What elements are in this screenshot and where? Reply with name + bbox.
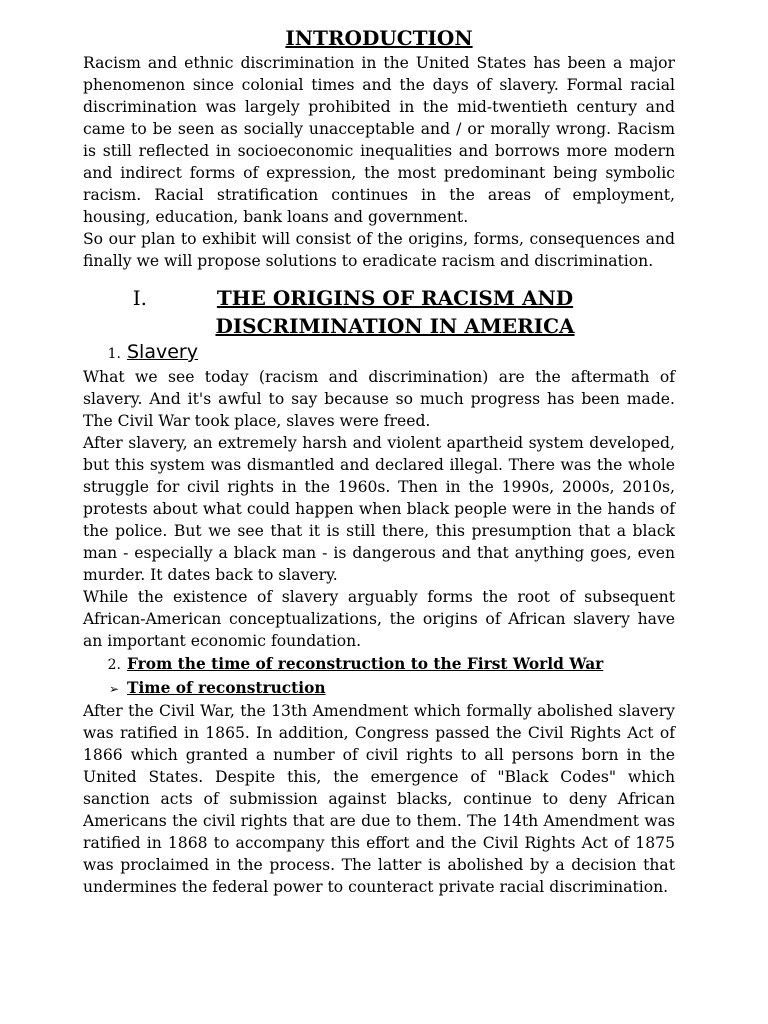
subsection-number: 1. <box>107 346 121 362</box>
subsection-title: Slavery <box>127 341 198 363</box>
arrow-bullet-icon: ➢ <box>108 682 119 696</box>
section-heading <box>83 284 675 340</box>
page-title: INTRODUCTION <box>285 26 473 50</box>
slavery-paragraph-1: What we see today (racism and discrimination) are the aftermath of slavery. And it's awful to say because so much progress has been made. The Civil War took place, slaves were freed. <box>83 368 675 430</box>
reconstruction-paragraph: After the Civil War, the 13th Amendment which formally abolished slavery was ratified in 1865. In addition, Congress passed the Civil Rights Act of 1866 which granted a number of civil rights to all persons born in the United States. Despite this, the emergence of "Black Codes" which sanction acts of submission against blacks, continue to deny African Americans the civil rights that are due to them. The 14th Amendment was ratified in 1868 to accompany this effort and the Civil Rights Act of 1875 was proclaimed in the process. The latter is abolished by a decision that undermines the federal power to counteract private racial discrimination. <box>83 702 675 896</box>
slavery-paragraph-3: While the existence of slavery arguably forms the root of subsequent African-American conceptualizations, the origins of African slavery have an important economic foundation. <box>83 588 675 650</box>
intro-paragraph-2: So our plan to exhibit will consist of the origins, forms, consequences and finally we will propose solutions to eradicate racism and discrimination. <box>83 230 675 270</box>
subsection-title: From the time of reconstruction to the First World War <box>127 655 604 673</box>
subsection-heading-reconstruction <box>83 652 675 677</box>
subsection-number: 2. <box>107 657 121 673</box>
bullet-heading <box>83 677 675 700</box>
document-page <box>83 24 675 898</box>
slavery-paragraph-2: After slavery, an extremely harsh and violent apartheid system developed, but this system was dismantled and declared illegal. There was the whole struggle for civil rights in the 1960s. Then in the 1990s, 2000s, 2010s, protests about what could happen when black people were in the hands of the police. But we see that it is still there, this presumption that a black man - especially a black man - is dangerous and that anything goes, even murder. It dates back to slavery. <box>83 434 675 584</box>
bullet-title: Time of reconstruction <box>127 679 326 697</box>
section-title: THE ORIGINS OF RACISM AND DISCRIMINATION IN AMERICA <box>215 286 575 338</box>
subsection-heading-slavery <box>83 340 675 366</box>
section-number: I. <box>132 286 147 310</box>
intro-paragraph-1: Racism and ethnic discrimination in the United States has been a major phenomenon since colonial times and the days of slavery. Formal racial discrimination was largely prohibited in the mid-twentieth century and came to be seen as socially unacceptable and / or morally wrong. Racism is still reflected in socioeconomic inequalities and borrows more modern and indirect forms of expression, the most predominant being symbolic racism. Racial stratification continues in the areas of employment, housing, education, bank loans and government. <box>83 54 675 226</box>
